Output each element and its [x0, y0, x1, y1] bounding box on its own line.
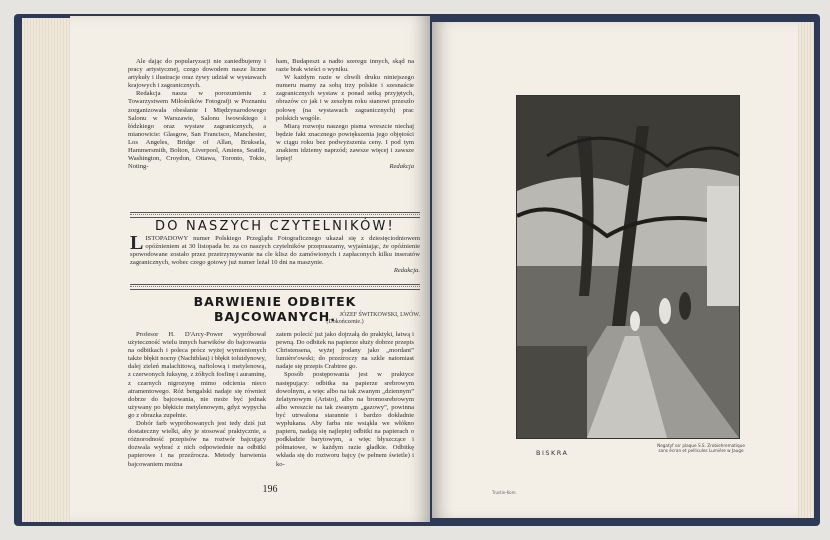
article-heading: BARWIENIE ODBITEK BAJCOWANYCH. — [193, 294, 357, 324]
ornament-divider — [130, 212, 420, 218]
paragraph: Redakcja nasza w porozumieniu z Towarzystwem Miłośników Fotografji w Poznaniu zorganizowała obesłanie I Międzynarodowego Salonu w Warszawie, Salonu lwowskiego i łódzkiego oraz wystaw zagranicznych, a mianowicie: Glasgow, San Francisco, Manchester, Los Angeles, Bridge of Allan, Bruksela, Hammersmith, Bolton, Liverpool, Amiens, Seattle, Washington, Croydon, Ottawa, Toronto, Tokio, Noting- — [128, 90, 266, 171]
left-column-bottom — [128, 331, 266, 469]
photograph-biskra — [516, 95, 740, 439]
paragraph: W każdym razie w chwili druku niniejszego numeru mamy za sobą trzy polskie i szesnaście zagranicznych wystaw z ponad setką przyjętych, obrazów co jak i w zeszłym roku stanowi przeszło połowę (na wystawach zagranicznych) prac polskich wogóle. — [276, 74, 414, 122]
notice-heading: DO NASZYCH CZYTELNIKÓW! — [155, 219, 395, 234]
author-name: JÓZEF ŚWITKOWSKI, LWÓW. — [339, 312, 420, 318]
left-column-top — [128, 58, 266, 171]
right-page — [432, 22, 798, 518]
notice-text: ISTOPADOWY numer Polskiego Przeglądu Fotograficznego ukazał się z dziesięciodniowem opóźnieniem at 30 listopada br. za co naszych czytelników przepraszamy, wyjaśniając, że opóźnienie spowodowane zostało przez przetrzymywanie na cle klisz do zamówionych i zapłaconych kilku inseratów zagranicznych, wobec czego gotowy już numer leżał 10 dni na maszynie. — [130, 235, 420, 267]
drop-cap: L — [130, 232, 144, 254]
paragraph: Sposób postępowania jest w praktyce następujący: odbitka na papierze srebrowym dowolnym, a więc albo na tak zwanym „dziennym” żelatynowym (Aristo), albo na bromosrebrowym albo wreszcie na tak zwanym „gazowy”, powinna być utrwalona starannie i bardzo dokładnie wypłukana. Aby farba nie wsiąkła we włókno papieru, nadają się najlepiej odbitki na papierach o podkładzie barytowym, a więc błyszczące i półmatowe, w każdym razie gładkie. Odbitkę wkłada się do roztworu bajcy (w pełnem świetle) i ko- — [276, 371, 414, 468]
ornament-divider — [130, 284, 420, 290]
photo-credit: Negatyf ssr plaque S.S. Zrobiehrematique sans écran et pellicules Lumière w Jauge — [657, 443, 745, 454]
paragraph: Miarą rozwoju naszego pisma wreszcie niechaj będzie fakt znacznego powiększenia jego objętości w ciągu roku bez podwyższenia ceny. I pod tym znakiem idziemy naprzód; zawsze więcej i zawsze lepiej! — [276, 122, 414, 163]
right-column-bottom — [276, 331, 414, 469]
signature: Redakcja — [389, 163, 414, 171]
paragraph: Ale dając do popularyzacji nie zaniedbujemy i pracy artystycznej, czego dowodem nasze liczne artykuły i ilustracje oraz żywy udział w wystawach krajowych i zagranicznych. — [128, 58, 266, 90]
paragraph: ham, Budapeszt a nadto szeregu innych, skąd na razie brak wieści o wyniku. — [276, 58, 414, 74]
photo-caption: BISKRA — [536, 449, 569, 457]
notice-signature: Redakcja. — [393, 267, 420, 275]
paragraph: Dobór farb wypróbowanych jest tedy dziś już dostateczny wielki, aby je stosować praktycznie, a różnorodność przepisów na roztwór bajcujący dozwala wybrać z nich odpowiednie na odbitki papierowe i na przeźrocza. Metody barwienia bajcowaniem można — [128, 420, 266, 468]
page-number: 196 — [262, 484, 278, 495]
paragraph: zatem polecić już jako dojrzałą do praktyki, łatwą i pewną. Do odbitek na papierze służy dobrze przepis Christensena, wyżej podany jako „mordant” lumière'owski; do przeźroczy na szkle natomiast nadaje się przepis Crabtree go. — [276, 331, 414, 371]
left-page — [70, 16, 430, 522]
notice-paragraph — [130, 232, 420, 275]
continuation-note: (Dokończenie.) — [326, 319, 364, 325]
right-column-top — [276, 58, 414, 171]
paragraph: Profesor H. D'Arcy-Power wypróbował użyteczność wielu innych barwików do bajcowania na odbitkach i poleca prócz wyżej wymienionych także błękit nocny (Nachtblau) i błękit toluidynowy, dalej zieleń malachitową, naftolową i metylenową, z czerwonych fuksynę, z żółtych fosfinę i auraminę, z czarnych nigrozynę mimo odcienia nieco atramentowego. Róż bengalski nadaje się również dobrze do bajcowania, nie może być jednak używany po błękicie metylenowym, gdyż wypycha go z obrazka zupełnie. — [128, 331, 266, 419]
photo-illustration — [517, 96, 739, 438]
author-byline — [270, 312, 420, 326]
printer-mark: Trustie-Kom. — [492, 490, 517, 495]
